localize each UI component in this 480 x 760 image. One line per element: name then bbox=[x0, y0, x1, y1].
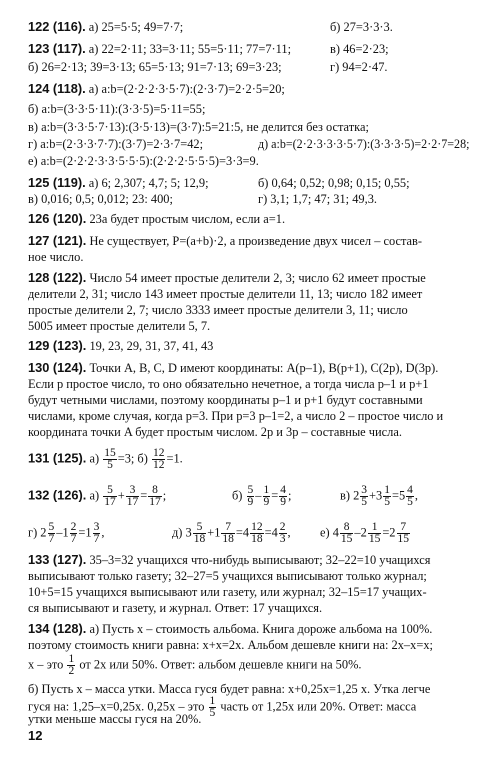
numerator: 12 bbox=[152, 447, 165, 459]
numerator: 2 bbox=[279, 521, 286, 533]
denominator: 17 bbox=[104, 496, 116, 508]
exercise-number: 124 (118). bbox=[28, 81, 86, 96]
operator: =4 bbox=[264, 525, 278, 540]
numerator: 5 bbox=[193, 522, 207, 534]
denominator: 18 bbox=[193, 533, 206, 545]
denominator: 3 bbox=[279, 533, 286, 545]
answer-text: Число 54 имеет простые делители 2, 3; число 62 имеет простые bbox=[89, 271, 426, 285]
fraction bbox=[193, 522, 207, 545]
denominator: 7 bbox=[93, 533, 100, 545]
exercise-number: 132 (126). bbox=[28, 487, 87, 503]
operator: +1 bbox=[207, 525, 221, 540]
numerator: 1 bbox=[263, 484, 270, 496]
page-number: 12 bbox=[28, 728, 43, 743]
numerator: 5 bbox=[48, 521, 55, 533]
answer-text: г) 2 bbox=[28, 525, 47, 540]
operator: –1 bbox=[56, 525, 69, 540]
fraction bbox=[406, 485, 414, 508]
numerator: 1 bbox=[209, 695, 216, 707]
exercise-number: 131 (125). bbox=[28, 450, 87, 466]
fraction bbox=[279, 485, 287, 508]
line-123 bbox=[28, 42, 291, 56]
fraction bbox=[340, 522, 354, 545]
answer-text: поэтому стоимость книги равна: x+x=2x. Альбом дешевле книги на: 2x–x=x; bbox=[28, 638, 433, 652]
fraction bbox=[250, 522, 264, 545]
fraction bbox=[397, 522, 411, 545]
denominator: 7 bbox=[48, 533, 55, 545]
punctuation: , bbox=[287, 525, 291, 540]
line-132-e bbox=[172, 522, 291, 545]
fraction bbox=[279, 522, 287, 545]
fraction bbox=[368, 522, 382, 545]
numerator: 3 bbox=[93, 521, 100, 533]
denominator: 5 bbox=[107, 459, 113, 471]
operator: +3 bbox=[369, 488, 383, 503]
operator: = bbox=[140, 488, 148, 503]
denominator: 5 bbox=[384, 496, 390, 508]
denominator: 12 bbox=[152, 459, 165, 471]
answer-text: от 2x или 50%. Ответ: альбом дешевле книги на 50%. bbox=[79, 657, 362, 672]
punctuation: ; bbox=[288, 488, 292, 503]
line-132-row1 bbox=[28, 485, 166, 508]
exercise-number: 129 (123). bbox=[28, 338, 87, 353]
answer-text: б) a:b=(3·3·5·11):(3·3·5)=5·11=55; bbox=[28, 102, 206, 116]
answer-text: а) 25=5·5; 49=7·7; bbox=[88, 20, 184, 34]
exercise-number: 134 (128). bbox=[28, 621, 87, 636]
numerator: 15 bbox=[104, 447, 116, 459]
fraction bbox=[152, 448, 166, 471]
numerator: 4 bbox=[407, 484, 413, 496]
numerator: 5 bbox=[247, 484, 254, 496]
fraction bbox=[148, 485, 162, 508]
denominator: 18 bbox=[222, 533, 234, 545]
fraction bbox=[126, 485, 140, 508]
answer-text: гуся на: 1,25–x=0,25x. 0,25x – это bbox=[28, 699, 205, 714]
numerator: 5 bbox=[103, 485, 117, 497]
answer-text: в) 46=2·23; bbox=[330, 42, 389, 56]
answer-text: утки меньше массы гуся на 20%. bbox=[28, 712, 202, 726]
punctuation: , bbox=[414, 488, 419, 503]
operator: =2 bbox=[382, 525, 396, 540]
answer-text: б) Пусть x – масса утки. Масса гуся будет равна: x+0,25x=1,25 x. Утка легче bbox=[28, 682, 431, 696]
answer-text: д) 3 bbox=[172, 525, 192, 540]
answer-text: делители 2, 31; число 143 имеет простые делители 11, 13; число 182 имеет bbox=[28, 287, 423, 301]
operator: = bbox=[271, 488, 279, 503]
punctuation: , bbox=[101, 525, 105, 540]
operator: – bbox=[255, 488, 262, 503]
answer-text: г) a:b=(2·3·3·7·7):(3·7)=2·3·7=42; bbox=[28, 137, 204, 151]
denominator: 7 bbox=[70, 533, 77, 545]
answer-text: Точки A, B, C, D имеют координаты: A(p–1), B(p+1), C(2p), D(3p). bbox=[89, 361, 439, 375]
answer-text: =3; б) bbox=[117, 451, 148, 466]
line-124 bbox=[28, 82, 285, 96]
denominator: 15 bbox=[368, 533, 381, 545]
denominator: 5 bbox=[361, 496, 368, 508]
answer-text: б) bbox=[232, 488, 243, 503]
numerator: 3 bbox=[361, 484, 368, 496]
answer-text: 5005 имеет простые делители 5, 7. bbox=[28, 319, 211, 333]
denominator: 5 bbox=[209, 707, 216, 719]
exercise-number: 122 (116). bbox=[28, 19, 86, 34]
numerator: 1 bbox=[368, 522, 382, 534]
denominator: 17 bbox=[149, 496, 161, 508]
denominator: 9 bbox=[263, 496, 270, 508]
operator: =5 bbox=[391, 488, 406, 503]
answer-text: простые делители 2, 7; число 3333 имеет простые делители 3, 11; число bbox=[28, 303, 408, 317]
numerator: 7 bbox=[397, 522, 411, 534]
answer-text: 19, 23, 29, 31, 37, 41, 43 bbox=[89, 339, 214, 353]
line-132-b bbox=[232, 485, 291, 508]
line-133 bbox=[28, 553, 430, 567]
numerator: 7 bbox=[221, 522, 235, 534]
denominator: 18 bbox=[251, 533, 263, 545]
fraction bbox=[48, 522, 56, 545]
line-128 bbox=[28, 271, 426, 285]
answer-text: ся выписывают и газету, и журнал. Ответ: 17 учащихся. bbox=[28, 601, 323, 615]
answer-text: а) bbox=[89, 451, 100, 466]
fraction bbox=[103, 485, 117, 508]
line-134-frac-a bbox=[28, 654, 362, 677]
exercise-number: 133 (127). bbox=[28, 552, 87, 567]
fraction bbox=[93, 522, 101, 545]
answer-text: а) a:b=(2·2·2·3·5·7):(2·3·7)=2·2·5=20; bbox=[88, 82, 285, 96]
answer-text: а) 6; 2,307; 4,7; 5; 12,9; bbox=[88, 176, 209, 190]
answer-text: часть от 1,25x или 20%. Ответ: масса bbox=[220, 699, 417, 714]
operator: =1 bbox=[78, 525, 92, 540]
denominator: 2 bbox=[68, 665, 75, 677]
operator: =4 bbox=[235, 525, 250, 540]
answer-text: Если p простое число, то оно обязательно нечетное, а тогда числа p–1 и p+1 bbox=[28, 377, 429, 391]
answer-text: координата точки A будет простым числом. 2p и 3p – составные числа. bbox=[28, 425, 402, 439]
fraction bbox=[383, 485, 391, 508]
numerator: 2 bbox=[70, 521, 77, 533]
line-127 bbox=[28, 234, 422, 248]
denominator: 15 bbox=[340, 533, 353, 545]
denominator: 17 bbox=[126, 496, 139, 508]
numerator: 8 bbox=[340, 522, 354, 534]
answer-text: числами, кроме случая, когда p=3. При p=3 p–1=2, а число 2 – простое число и bbox=[28, 409, 444, 423]
answer-text: выписывают только газету; 32–27=5 учащихся выписывают только журнал; bbox=[28, 569, 427, 583]
denominator: 5 bbox=[407, 496, 413, 508]
answer-text: г) 94=2·47. bbox=[330, 60, 388, 74]
numerator: 3 bbox=[126, 485, 140, 497]
fraction bbox=[221, 522, 235, 545]
answer-text: =1. bbox=[166, 451, 183, 466]
exercise-number: 128 (122). bbox=[28, 270, 87, 285]
answer-text: г) 3,1; 1,7; 47; 31; 49,3. bbox=[258, 192, 378, 206]
denominator: 15 bbox=[397, 533, 409, 545]
line-125 bbox=[28, 176, 209, 190]
line-122 bbox=[28, 20, 183, 34]
fraction bbox=[360, 485, 368, 508]
answer-text: 23a будет простым числом, если a=1. bbox=[89, 212, 286, 226]
answer-text: в) a:b=(3·3·5·7·13):(3·5·13)=(3·7):5=21:5, не делится без остатка; bbox=[28, 120, 369, 134]
operator: –2 bbox=[354, 525, 367, 540]
answer-text: Не существует, P=(a+b)·2, а произведение двух чисел – состав- bbox=[89, 234, 423, 248]
punctuation: ; bbox=[162, 488, 167, 503]
exercise-number: 123 (117). bbox=[28, 41, 86, 56]
numerator: 1 bbox=[384, 484, 390, 496]
line-132-d bbox=[28, 522, 104, 545]
answer-text: 35–3=32 учащихся что-нибудь выписывают; 32–22=10 учащихся bbox=[89, 553, 431, 567]
exercise-number: 127 (121). bbox=[28, 233, 87, 248]
numerator: 12 bbox=[251, 521, 263, 533]
numerator: 4 bbox=[280, 484, 286, 496]
answer-text: б) 27=3·3·3. bbox=[330, 20, 393, 34]
answer-text: е) a:b=(2·2·2·3·3·5·5·5):(2·2·2·5·5·5)=3·3=9. bbox=[28, 154, 259, 168]
answer-text: а) Пусть x – стоимость альбома. Книга дороже альбома на 100%. bbox=[89, 622, 433, 636]
answer-text: x – это bbox=[28, 657, 64, 672]
numerator: 8 bbox=[148, 485, 162, 497]
answer-text: б) 0,64; 0,52; 0,98; 0,15; 0,55; bbox=[258, 176, 410, 190]
denominator: 9 bbox=[280, 496, 286, 508]
fraction bbox=[247, 485, 255, 508]
numerator: 1 bbox=[68, 653, 75, 665]
line-132-f bbox=[320, 522, 411, 545]
answer-text: 10+5=15 учащихся выписывают или газету, или журнал; 32–15=17 учащих- bbox=[28, 585, 427, 599]
answer-text: в) 0,016; 0,5; 0,012; 23: 400; bbox=[28, 192, 173, 206]
fraction bbox=[209, 696, 217, 719]
answer-text: д) a:b=(2·2·3·3·3·5·7):(3·3·3·5)=2·2·7=28; bbox=[258, 137, 470, 151]
exercise-number: 126 (120). bbox=[28, 211, 87, 226]
answer-text: ное число. bbox=[28, 250, 84, 264]
fraction bbox=[263, 485, 271, 508]
line-129 bbox=[28, 339, 213, 353]
fraction bbox=[103, 448, 117, 471]
answer-text: а) bbox=[89, 488, 100, 503]
answer-text: а) 22=2·11; 33=3·11; 55=5·11; 77=7·11; bbox=[88, 42, 292, 56]
line-131 bbox=[28, 448, 183, 471]
answer-text: е) 4 bbox=[320, 525, 339, 540]
answer-text: будут четными числами, поэтому координаты p–1 и p+1 будут составными bbox=[28, 393, 423, 407]
line-126 bbox=[28, 212, 285, 226]
line-134 bbox=[28, 622, 432, 636]
denominator: 9 bbox=[247, 496, 254, 508]
line-130 bbox=[28, 361, 438, 375]
answer-text: в) 2 bbox=[340, 488, 360, 503]
line-132-c bbox=[340, 485, 418, 508]
exercise-number: 125 (119). bbox=[28, 175, 86, 190]
operator: + bbox=[117, 488, 125, 503]
fraction bbox=[70, 522, 78, 545]
answer-text: б) 26=2·13; 39=3·13; 65=5·13; 91=7·13; 69=3·23; bbox=[28, 60, 282, 74]
exercise-number: 130 (124). bbox=[28, 360, 87, 375]
fraction bbox=[67, 654, 75, 677]
